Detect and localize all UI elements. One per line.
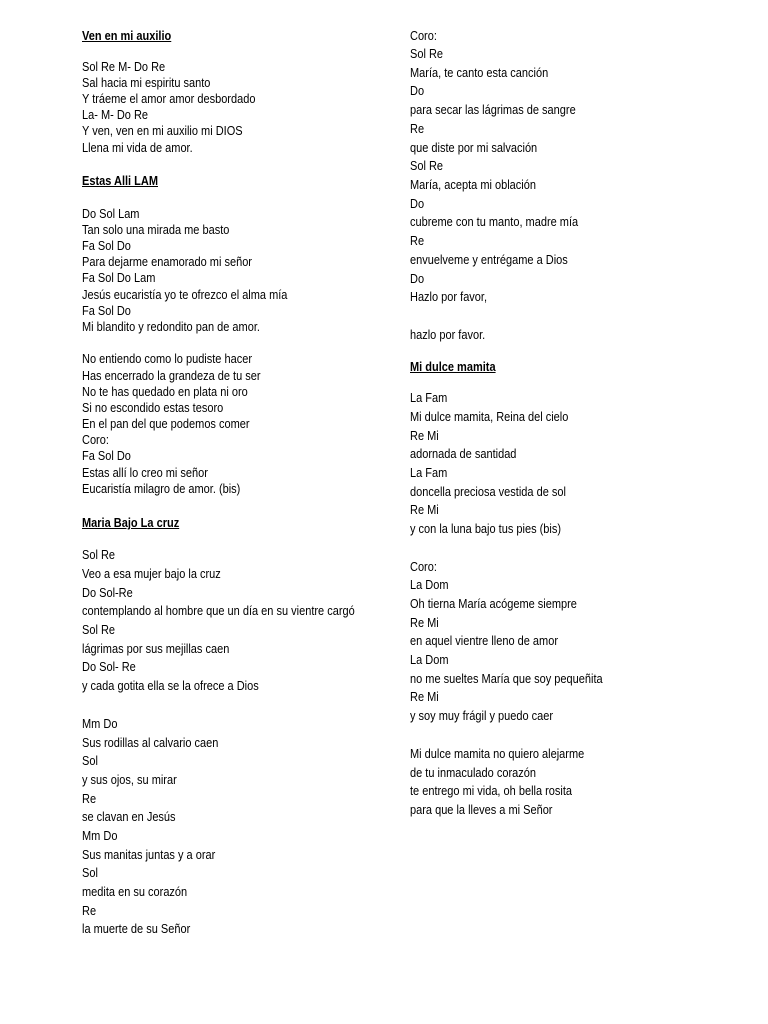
left-lyric-line: Sol Re M- Do Re [82,60,166,74]
right-lyric-line: Re Mi [410,429,439,443]
left-lyric-line: Re [82,792,97,806]
right-lyric-line: Re Mi [410,616,439,630]
left-lyric-line: Sol [82,866,98,880]
left-lyric-line: Sus manitas juntas y a orar [82,848,216,862]
left-lyric-line: Has encerrado la grandeza de tu ser [82,369,261,383]
left-lyric-line: y sus ojos, su mirar [82,773,177,787]
right-lyric-line: Coro: [410,29,437,43]
left-lyric-line: Do Sol- Re [82,660,136,674]
right-lyric-line: La Fam [410,466,448,480]
left-song-title: Ven en mi auxilio [82,29,172,43]
right-lyric-line: para secar las lágrimas de sangre [410,103,576,117]
left-lyric-line: Fa Sol Do [82,239,131,253]
left-lyric-line: Y tráeme el amor amor desbordado [82,92,256,106]
left-lyric-line: Veo a esa mujer bajo la cruz [82,567,221,581]
left-lyric-line: No te has quedado en plata ni oro [82,385,248,399]
left-lyric-line: Fa Sol Do [82,449,131,463]
right-lyric-line: La Dom [410,578,449,592]
right-lyric-line: Coro: [410,560,437,574]
left-lyric-line: Sol Re [82,548,116,562]
left-lyric-line: contemplando al hombre que un día en su vientre cargó [82,604,355,618]
left-lyric-line: Re [82,904,97,918]
left-lyric-line: Jesús eucaristía yo te ofrezco el alma mía [82,288,288,302]
right-lyric-line: doncella preciosa vestida de sol [410,485,566,499]
right-lyric-line: Re [410,234,425,248]
left-lyric-line: Y ven, ven en mi auxilio mi DIOS [82,124,243,138]
left-lyric-line: No entiendo como lo pudiste hacer [82,352,253,366]
right-lyric-line: Re [410,122,425,136]
right-lyric-line: Oh tierna María acógeme siempre [410,597,577,611]
left-song-title: Maria Bajo La cruz [82,516,180,530]
left-lyric-line: Si no escondido estas tesoro [82,401,224,415]
left-lyric-line: Sol [82,754,98,768]
left-lyric-line: Fa Sol Do [82,304,131,318]
right-lyric-line: y con la luna bajo tus pies (bis) [410,522,562,536]
right-lyric-line: Re Mi [410,503,439,517]
right-lyric-line: cubreme con tu manto, madre mía [410,215,579,229]
left-song-title: Estas Alli LAM [82,174,158,188]
right-lyric-line: te entrego mi vida, oh bella rosita [410,784,573,798]
left-lyric-line: Mm Do [82,717,118,731]
right-lyric-line: envuelveme y entrégame a Dios [410,253,568,267]
right-lyric-line: que diste por mi salvación [410,141,538,155]
left-lyric-line: Estas allí lo creo mi señor [82,466,208,480]
left-lyric-line: y cada gotita ella se la ofrece a Dios [82,679,259,693]
right-lyric-line: Do [410,84,425,98]
left-lyric-line: Sal hacia mi espiritu santo [82,76,211,90]
left-lyric-line: lágrimas por sus mejillas caen [82,642,230,656]
left-lyric-line: Sus rodillas al calvario caen [82,736,219,750]
left-lyric-line: Mi blandito y redondito pan de amor. [82,320,260,334]
left-lyric-line: Mm Do [82,829,118,843]
right-lyric-line: Mi dulce mamita, Reina del cielo [410,410,569,424]
right-song-title: Mi dulce mamita [410,360,496,374]
right-lyric-line: Hazlo por favor, [410,290,488,304]
left-lyric-line: medita en su corazón [82,885,188,899]
left-lyric-line: La- M- Do Re [82,108,149,122]
right-lyric-line: La Fam [410,391,448,405]
left-lyric-line: Tan solo una mirada me basto [82,223,230,237]
right-lyric-line: Re Mi [410,690,439,704]
right-lyric-line: para que la lleves a mi Señor [410,803,553,817]
right-lyric-line: Do [410,272,425,286]
left-lyric-line: Llena mi vida de amor. [82,141,193,155]
right-lyric-line: no me sueltes María que soy pequeñita [410,672,603,686]
left-lyric-line: En el pan del que podemos comer [82,417,250,431]
right-lyric-line: La Dom [410,653,449,667]
right-lyric-line: y soy muy frágil y puedo caer [410,709,554,723]
left-lyric-line: Fa Sol Do Lam [82,271,156,285]
left-lyric-line: se clavan en Jesús [82,810,176,824]
left-lyric-line: Do Sol Lam [82,207,140,221]
right-lyric-line: Sol Re [410,47,444,61]
left-lyric-line: Do Sol-Re [82,586,133,600]
right-lyric-line: hazlo por favor. [410,328,486,342]
right-lyric-line: María, acepta mi oblación [410,178,536,192]
right-lyric-line: adornada de santidad [410,447,517,461]
right-lyric-line: Mi dulce mamita no quiero alejarme [410,747,585,761]
right-lyric-line: María, te canto esta canción [410,66,549,80]
right-lyric-line: Sol Re [410,159,444,173]
right-lyric-line: de tu inmaculado corazón [410,766,536,780]
left-lyric-line: Coro: [82,433,109,447]
left-lyric-line: Sol Re [82,623,116,637]
left-lyric-line: Para dejarme enamorado mi señor [82,255,252,269]
left-lyric-line: Eucaristía milagro de amor. (bis) [82,482,241,496]
right-lyric-line: Do [410,197,425,211]
right-lyric-line: en aquel vientre lleno de amor [410,634,558,648]
left-lyric-line: la muerte de su Señor [82,922,191,936]
